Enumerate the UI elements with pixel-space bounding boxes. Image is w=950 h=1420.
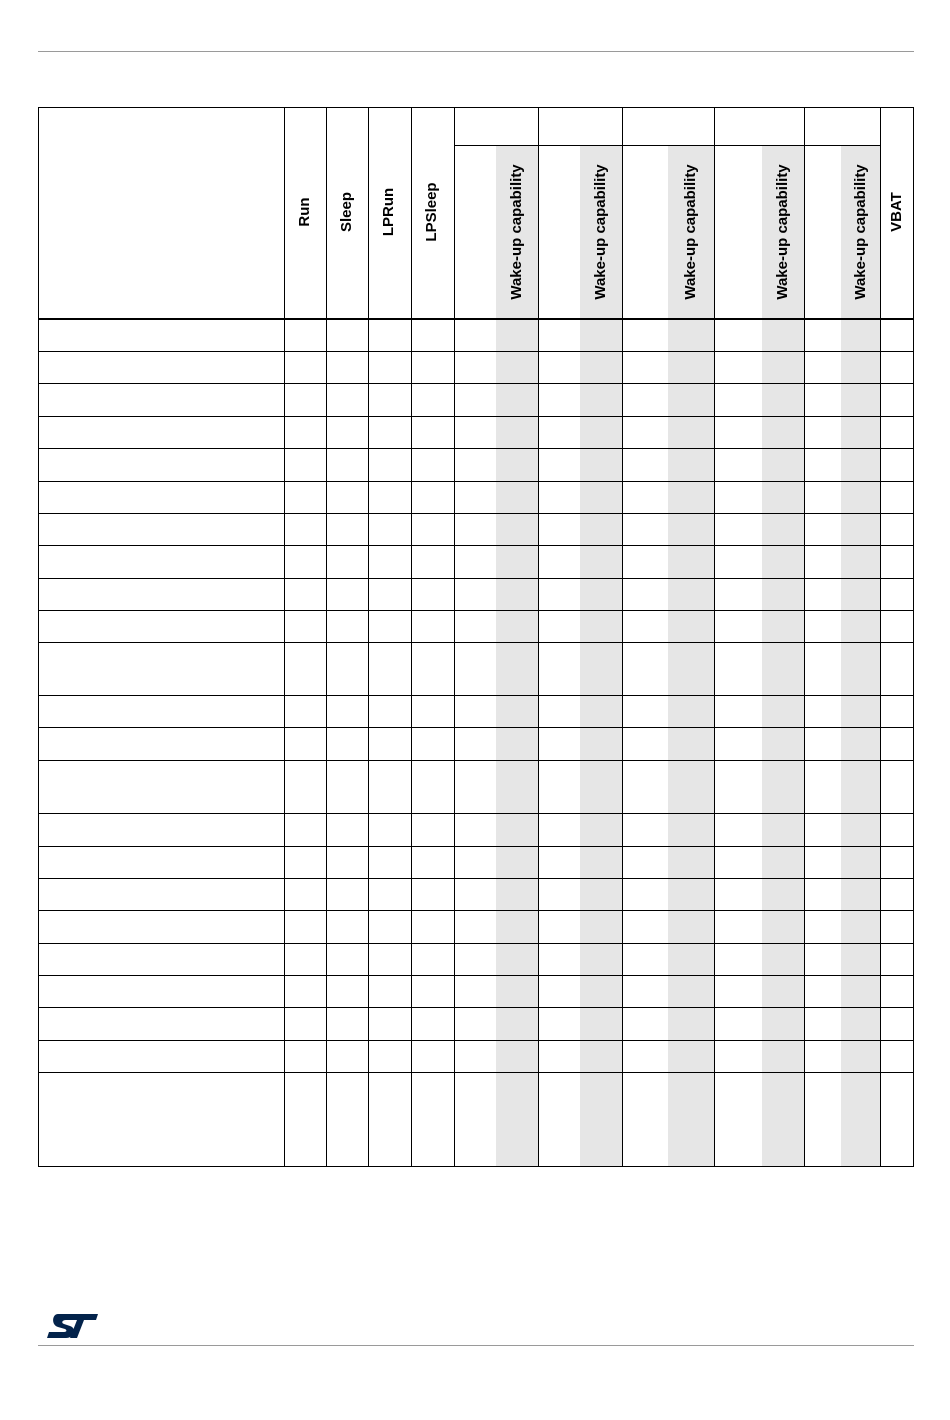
table-row-divider [38, 1166, 914, 1167]
table-row-divider [38, 943, 914, 944]
column-divider [454, 107, 455, 1167]
column-header-run: Run [296, 197, 313, 227]
footer-rule [38, 1345, 914, 1346]
table-row-divider [38, 513, 914, 514]
column-divider [326, 107, 327, 1167]
column-divider [538, 107, 539, 1167]
table-row-divider [38, 1072, 914, 1073]
table-row-divider [38, 1040, 914, 1041]
table-row-divider [38, 910, 914, 911]
column-header-wakeup-capability: Wake-up capability [774, 164, 791, 300]
table-row-divider [38, 760, 914, 761]
column-divider [804, 107, 805, 1167]
table-row-divider [38, 695, 914, 696]
column-header-sleep: Sleep [338, 191, 355, 233]
table-row-divider [38, 545, 914, 546]
column-header-wakeup-capability: Wake-up capability [508, 164, 525, 300]
column-divider [880, 107, 881, 1167]
table-row-divider [38, 727, 914, 728]
table-row-divider [38, 578, 914, 579]
column-divider [411, 107, 412, 1167]
table-top-border [38, 107, 914, 108]
table-row-divider [38, 878, 914, 879]
column-header-wakeup-capability: Wake-up capability [592, 164, 609, 300]
st-logo-icon [44, 1311, 100, 1341]
table-row-divider [38, 383, 914, 384]
table-row-divider [38, 975, 914, 976]
column-divider [38, 107, 39, 1167]
column-divider [913, 107, 914, 1167]
column-divider [622, 107, 623, 1167]
table-row-divider [38, 1007, 914, 1008]
column-header-lpsleep: LPSleep [423, 182, 440, 242]
column-header-vbat: VBAT [888, 192, 905, 232]
table-row-divider [38, 351, 914, 352]
table-row-divider [38, 846, 914, 847]
column-header-lprun: LPRun [380, 187, 397, 237]
header-rule [38, 51, 914, 52]
column-divider [284, 107, 285, 1167]
table-row-divider [38, 481, 914, 482]
table-row-divider [38, 610, 914, 611]
table-row-divider [38, 416, 914, 417]
table-row-divider [38, 448, 914, 449]
column-header-wakeup-capability: Wake-up capability [682, 164, 699, 300]
column-header-wakeup-capability: Wake-up capability [851, 164, 869, 300]
column-divider [368, 107, 369, 1167]
table-row-divider [38, 642, 914, 643]
table-row-divider [38, 813, 914, 814]
column-divider [714, 107, 715, 1167]
